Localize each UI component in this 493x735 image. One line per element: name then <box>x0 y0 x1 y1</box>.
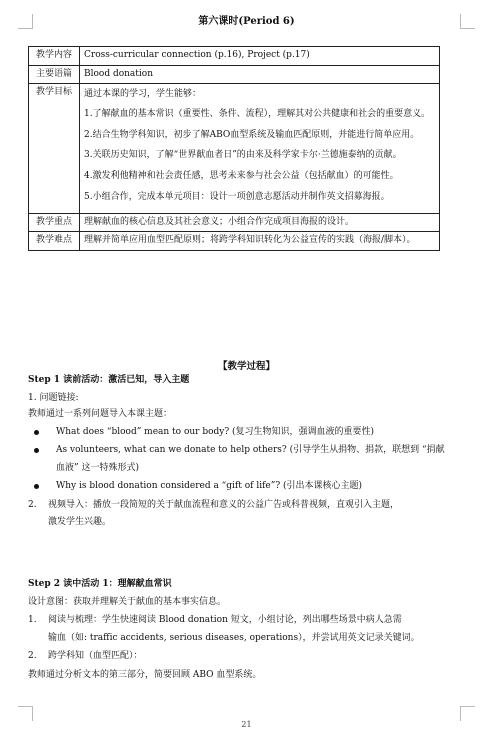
objective-item: 1.了解献血的基本常识（重要性、条件、流程），理解其对公共健康和社会的重要意义。 <box>84 108 431 119</box>
key-points-value: 理解献血的核心信息及其社会意义；小组合作完成项目海报的设计。 <box>80 213 440 232</box>
reading-task-text: 阅读与梳理：学生快速阅读 Blood donation 短文，小组讨论，列出哪些场景中病人急需 <box>48 615 402 625</box>
bullet-icon <box>34 430 39 435</box>
list-number: 1. <box>28 615 37 625</box>
list-number: 2. <box>28 651 37 661</box>
bullet-text: What does “blood” mean to our body? (复习生物知识，强调血液的重要性) <box>56 426 375 437</box>
cross-subject-text: 跨学科知（血型匹配）： <box>48 651 143 661</box>
page-number: 21 <box>241 720 252 729</box>
crop-mark-bottom-left <box>18 706 33 721</box>
step1-sub1: 1. 问题链接: <box>28 392 79 403</box>
bullet-icon <box>34 484 39 489</box>
reading-task-continuation: 输血（如: traffic accidents, serious diseases, operations），并尝试用英文记录关键词。 <box>48 632 420 643</box>
bullet-text: Why is blood donation considered a “gift of life”? (引出本课核心主题) <box>56 481 363 491</box>
objective-item: 5.小组合作，完成本单元项目：设计一项创意志愿活动并制作英文招募海报。 <box>84 191 390 202</box>
objectives-cell <box>80 84 440 214</box>
objectives-label: 教学目标 <box>29 84 80 214</box>
step2-title: Step 2 读中活动 1：理解献血常识 <box>28 579 172 589</box>
list-item <box>28 499 468 513</box>
list-item <box>28 614 468 628</box>
bullet-icon <box>34 448 39 453</box>
step2-design: 设计意图：获取并理解关于献血的基本事实信息。 <box>28 596 227 607</box>
content-value: Cross-curricular connection (p.16), Project (p.17) <box>80 47 440 66</box>
table-row <box>29 84 440 214</box>
step1-title: Step 1 读前活动：激活已知，导入主题 <box>28 375 190 385</box>
list-item <box>28 480 468 494</box>
step1-section <box>28 374 468 530</box>
difficult-points-label: 教学难点 <box>29 232 80 251</box>
video-intro-text: 视频导入：播放一段简短的关于献血流程和意义的公益广告或科普视频，直观引入主题， <box>48 499 400 510</box>
bullet-continuation: 血液” 这一特殊形式) <box>56 462 139 473</box>
video-intro-continuation: 激发学生兴趣。 <box>48 517 112 527</box>
list-number: 2. <box>28 499 37 510</box>
text-label: 主要语篇 <box>29 65 80 84</box>
step1-intro: 教师通过一系列问题导入本课主题： <box>28 409 173 419</box>
step2-teacher-note: 教师通过分析文本的第三部分，简要回顾 ABO 血型系统。 <box>28 669 262 680</box>
process-heading: 【教学过程】 <box>217 361 275 372</box>
crop-mark-bottom-right <box>460 706 475 721</box>
step2-section <box>28 578 468 682</box>
list-item <box>28 650 468 664</box>
list-item <box>28 426 468 440</box>
lesson-info-table <box>28 46 440 251</box>
table-row <box>29 47 440 66</box>
text-value: Blood donation <box>80 65 440 84</box>
objective-item: 4.激发利他精神和社会责任感，思考未来参与社会公益（包括献血）的可能性。 <box>84 171 399 181</box>
objective-item: 2.结合生物学科知识，初步了解ABO血型系统及输血匹配原则，并能进行简单应用。 <box>84 129 420 140</box>
objective-intro: 通过本课的学习，学生能够： <box>84 89 202 99</box>
content-label: 教学内容 <box>29 47 80 66</box>
key-points-label: 教学重点 <box>29 213 80 232</box>
page-title: 第六课时(Period 6) <box>198 16 295 27</box>
difficult-points-value: 理解并简单应用血型匹配原则；将跨学科知识转化为公益宣传的实践（海报/脚本）。 <box>80 232 440 251</box>
objective-item: 3.关联历史知识，了解“世界献血者日”的由来及科学家卡尔·兰德施泰纳的贡献。 <box>84 150 402 161</box>
list-item <box>28 444 468 458</box>
bullet-text: As volunteers, what can we donate to help others? (引导学生从捐物、捐款，联想到 “捐献 <box>56 445 445 455</box>
table-row <box>29 65 440 84</box>
table-row <box>29 232 440 251</box>
table-row <box>29 213 440 232</box>
